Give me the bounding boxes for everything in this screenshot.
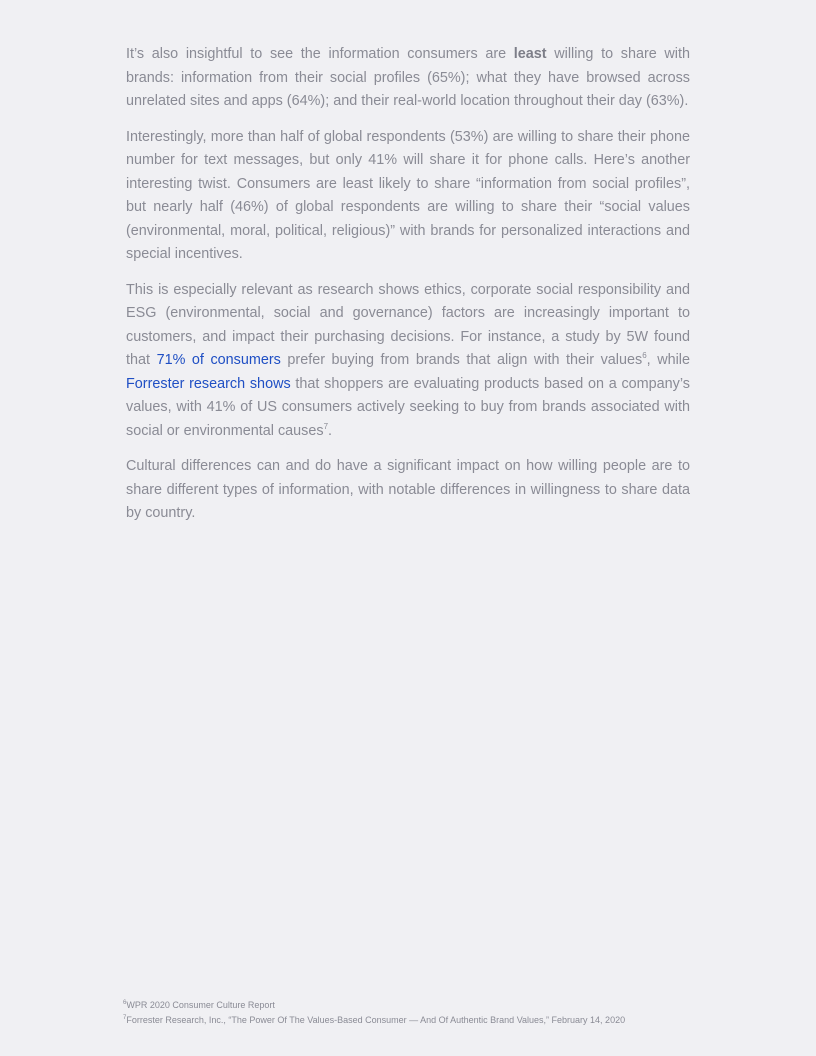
emphasis-least: least <box>513 46 547 62</box>
paragraph-ethics-research: This is especially relevant as research shows ethics, corporate social responsibility and ESG (environmental, social and governance) factors are increasingly important to customers, and impact their purchasing decisions. For instance, a study by 5W found that 71% of consumers prefer buying from brands that align with their values$^6$, while Forrester research shows that shoppers are evaluating products based on a company’s values, with 41% of US consumers actively seeking to buy from brands associated with social or environmental causes$^7$. <box>126 281 691 439</box>
paragraph-phone-number: Interestingly, more than half of global respondents (53%) are willing to share their phone number for text messages, but only 41% will share it for phone calls. Here’s another interesting twist. Consumers are least likely to share “information from social profiles”, but nearly half (46%) of global respondents are willing to share their “social values (environmental, moral, political, religious)” with brands for personalized interactions and special incentives. <box>126 128 690 262</box>
footnote-ref-6: 6 <box>642 351 647 361</box>
footnote-7: $^7$Forrester Research, Inc., “The Power Of The Values-Based Consumer — And Of Authentic Brand Values,” February 14, 2020 <box>123 1015 626 1025</box>
article-body <box>126 43 690 538</box>
footnote-6: $^6$WPR 2020 Consumer Culture Report <box>123 1000 275 1010</box>
paragraph-cultural-differences: Cultural differences can and do have a significant impact on how willing people are to share different types of information, with notable differences in willingness to share data by country. <box>126 458 690 521</box>
link-forrester-research[interactable]: Forrester research shows <box>126 375 291 392</box>
paragraph-least-willing: It’s also insightful to see the information consumers are least willing to share with brands: information from their social profiles (65%); what they have browsed across unrelated sites and apps (64%); and their real-world location throughout their day (63%). <box>126 46 690 109</box>
link-71-percent-consumers[interactable]: 71% of consumers <box>156 352 281 368</box>
footnote-ref-7: 7 <box>323 421 329 431</box>
footnotes <box>123 998 723 1028</box>
